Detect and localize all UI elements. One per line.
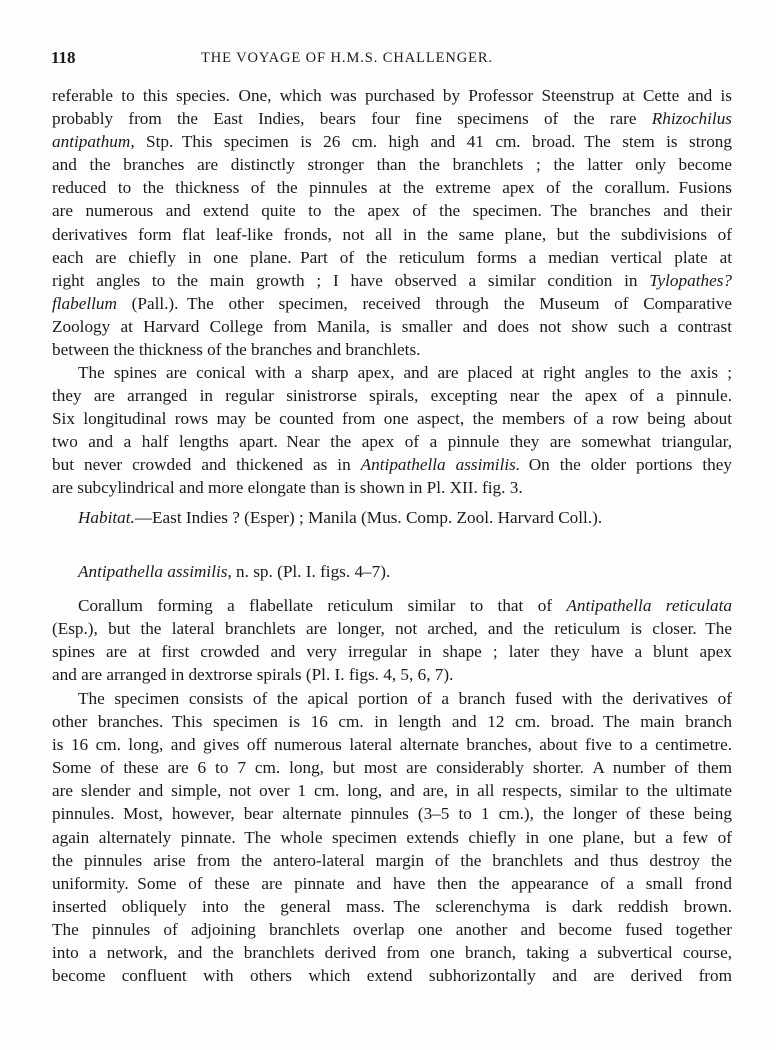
- text-line: are subcylindrical and more elongate than is shown in Pl. XII. fig. 3.: [52, 478, 523, 498]
- italic-term: Antipathella reticulata: [566, 596, 732, 615]
- running-title: THE VOYAGE OF H.M.S. CHALLENGER.: [201, 50, 493, 66]
- text-line: two and a half lengths apart. Near the apex of a pinnule they are somewhat triangular,: [52, 432, 732, 452]
- page-number: 118: [51, 48, 76, 67]
- italic-term: flabellum: [52, 293, 117, 313]
- paragraph-spines: [52, 361, 732, 500]
- text-line: is 16 cm. long, and gives off numerous lateral alternate branches, about five to a centimetre.: [52, 735, 732, 755]
- running-head: [51, 48, 731, 70]
- text-line: Some of these are 6 to 7 cm. long, but most are considerably shorter. A number of them: [52, 758, 732, 778]
- italic-term: Antipathella assimilis: [78, 562, 228, 581]
- text-line: referable to this species. One, which was purchased by Professor Steenstrup at Cette and is: [52, 86, 732, 105]
- text-line: The spines are conical with a sharp apex, and are placed at right angles to the axis ;: [78, 363, 732, 382]
- text-line: each are chiefly in one plane. Part of the reticulum forms a median vertical plate at: [52, 247, 732, 267]
- text-line: between the thickness of the branches and branchlets.: [52, 340, 421, 360]
- text-line: reduced to the thickness of the pinnules at the extreme apex of the corallum. Fusions: [52, 178, 732, 198]
- text-line: and the branches are distinctly stronger than the branchlets ; the latter only become: [52, 155, 732, 175]
- text-line: derivatives form flat leaf-like fronds, not all in the same plane, but the subdivisions of: [52, 224, 732, 244]
- text-line: into a network, and the branchlets derived from one branch, taking a subvertical course,: [52, 943, 732, 963]
- italic-term: Antipathella assimilis.: [360, 455, 521, 475]
- text-line: the pinnules arise from the antero-lateral margin of the branchlets and thus destroy the: [52, 850, 732, 870]
- text-line: are slender and simple, not over 1 cm. long, and are, in all respects, similar to the ultimate: [52, 781, 732, 801]
- italic-term: antipathum: [52, 132, 131, 152]
- text-line: are numerous and extend quite to the apex of the specimen. The branches and their: [52, 201, 732, 221]
- text-line: other branches. This specimen is 16 cm. in length and 12 cm. broad. The main branch: [52, 712, 732, 732]
- text-line: and are arranged in dextrorse spirals (Pl. I. figs. 4, 5, 6, 7).: [52, 665, 454, 685]
- text-line: Zoology at Harvard College from Manila, is smaller and does not show such a contrast: [52, 316, 732, 336]
- text-line: Six longitudinal rows may be counted from one aspect, the members of a row being about: [52, 409, 732, 429]
- text-line: (Esp.), but the lateral branchlets are longer, not arched, and the reticulum is closer. The: [52, 619, 732, 639]
- text-line: flabellum (Pall.). The other specimen, received through the Museum of Comparative: [52, 293, 732, 313]
- italic-term: Rhizochilus: [651, 109, 732, 129]
- species-heading: [52, 560, 732, 583]
- text-line: right angles to the main growth ; I have observed a similar condition in Tylopathes?: [52, 270, 732, 290]
- italic-term: Habitat.: [78, 508, 135, 527]
- paragraph-specimen: [52, 687, 732, 987]
- text-line: Habitat.—East Indies ? (Esper) ; Manila (Mus. Comp. Zool. Harvard Coll.).: [78, 508, 603, 527]
- text-line: Corallum forming a flabellate reticulum similar to that of Antipathella reticulata: [78, 596, 732, 615]
- text-line: probably from the East Indies, bears four fine specimens of the rare Rhizochilus: [52, 109, 732, 129]
- paragraph-corallum: [52, 594, 732, 686]
- text-line: become confluent with others which extend subhorizontally and are derived from: [52, 966, 732, 986]
- text-line: The specimen consists of the apical portion of a branch fused with the derivatives of: [78, 689, 732, 708]
- text-line: but never crowded and thickened as in Antipathella assimilis. On the older portions they: [52, 455, 732, 475]
- text-line: they are arranged in regular sinistrorse spirals, excepting near the apex of a pinnule.: [52, 386, 732, 406]
- text-line: inserted obliquely into the general mass. The sclerenchyma is dark reddish brown.: [52, 896, 732, 916]
- text-line: antipathum, Stp. This specimen is 26 cm. high and 41 cm. broad. The stem is strong: [52, 132, 732, 152]
- text-line: again alternately pinnate. The whole specimen extends chiefly in one plane, but a few of: [52, 827, 732, 847]
- habitat-line: [52, 506, 732, 529]
- text-line: The pinnules of adjoining branchlets overlap one another and become fused together: [52, 919, 732, 939]
- italic-term: Tylopathes?: [649, 270, 732, 290]
- paragraph-continuation: [52, 84, 732, 361]
- text-line: pinnules. Most, however, bear alternate pinnules (3–5 to 1 cm.), the longer of these being: [52, 804, 732, 824]
- text-line: spines are at first crowded and very irregular in shape ; later they have a blunt apex: [52, 642, 732, 662]
- text-line: uniformity. Some of these are pinnate and have then the appearance of a small frond: [52, 873, 732, 893]
- text-line: Antipathella assimilis, n. sp. (Pl. I. figs. 4–7).: [78, 562, 391, 581]
